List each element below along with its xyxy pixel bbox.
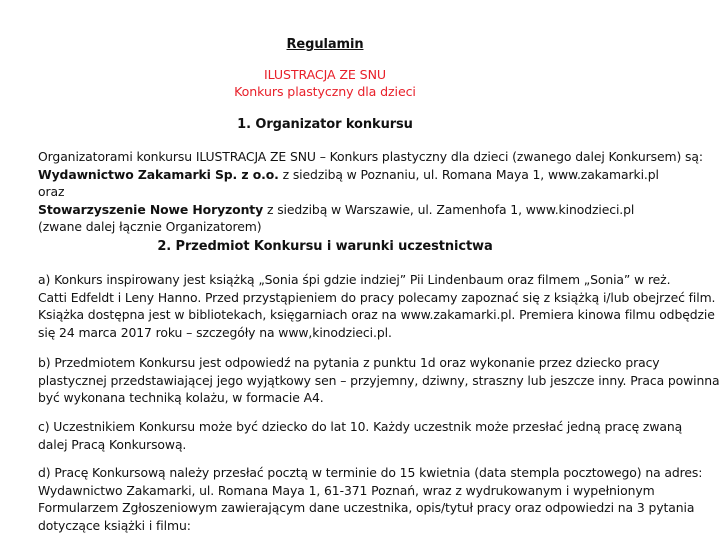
section-1-heading: 1. Organizator konkursu — [237, 117, 413, 132]
paragraph-line: być wykonana techniką kolażu, w formacie A4. — [38, 390, 324, 406]
document-title: Regulamin — [286, 37, 364, 52]
organizer-2 — [38, 201, 638, 219]
organizer-1 — [38, 166, 659, 184]
paragraph-line: dotyczące książki i filmu: — [38, 517, 191, 533]
paragraph-line: a) Konkurs inspirowany jest książką „Sonia śpi gdzie indziej” Pii Lindenbaum oraz filmem „Sonia” w reż. — [38, 272, 671, 287]
section-2-heading: 2. Przedmiot Konkursu i warunki uczestnictwa — [157, 239, 493, 254]
contest-subtitle: Konkurs plastyczny dla dzieci — [234, 84, 416, 99]
paragraph-line: plastycznej przedstawiającej jego wyjątkowy sen – przyjemny, dziwny, straszny lub jeszcze inny. Praca powinna — [38, 372, 720, 388]
paragraph-line: b) Przedmiotem Konkursu jest odpowiedź na pytania z punktu 1d oraz wykonanie przez dziecko pracy — [38, 355, 660, 370]
paragraph-c — [38, 418, 683, 453]
organizers-conjunction: oraz — [38, 184, 65, 200]
paragraph-a — [38, 271, 716, 341]
organizers-closing: (zwane dalej łącznie Organizatorem) — [38, 219, 262, 235]
organizers-intro: Organizatorami konkursu ILUSTRACJA ZE SNU – Konkurs plastyczny dla dzieci (zwanego dalej Konkursem) są: — [38, 149, 703, 164]
paragraph-line: c) Uczestnikiem Konkursu może być dziecko do lat 10. Każdy uczestnik może przesłać jedną pracę zwaną — [38, 419, 683, 434]
paragraph-line: dalej Pracą Konkursową. — [38, 436, 187, 452]
paragraph-line: Catti Edfeldt i Leny Hanno. Przed przystąpieniem do pracy polecamy zapoznać się z książką i/lub obejrzeć film. — [38, 289, 716, 305]
paragraph-line: Formularzem Zgłoszeniowym zawierającym dane uczestnika, opis/tytuł pracy oraz odpowiedzi na 3 pytania — [38, 500, 695, 516]
paragraph-b — [38, 354, 720, 407]
contest-name: ILUSTRACJA ZE SNU — [263, 67, 387, 82]
organizers-paragraph — [38, 148, 703, 236]
organizer-2-name: Stowarzyszenie Nowe Horyzonty — [38, 201, 264, 217]
paragraph-line: się 24 marca 2017 roku – szczegóły na www,kinodzieci.pl. — [38, 324, 392, 340]
organizer-2-details: z siedzibą w Warszawie, ul. Zamenhofa 1, www.kinodzieci.pl — [263, 201, 635, 217]
paragraph-line: d) Pracę Konkursową należy przesłać pocztą w terminie do 15 kwietnia (data stempla pocztowego) na adres: — [38, 465, 703, 480]
paragraph-d — [38, 464, 703, 534]
organizer-1-details: z siedzibą w Poznaniu, ul. Romana Maya 1, www.zakamarki.pl — [278, 166, 659, 182]
organizer-1-name: Wydawnictwo Zakamarki Sp. z o.o. — [38, 166, 279, 182]
paragraph-line: Wydawnictwo Zakamarki, ul. Romana Maya 1, 61-371 Poznań, wraz z wydrukowanym i wypełnionym — [38, 482, 655, 498]
paragraph-line: Książka dostępna jest w bibliotekach, księgarniach oraz na www.zakamarki.pl. Premiera kinowa filmu odbędzie — [38, 307, 715, 323]
